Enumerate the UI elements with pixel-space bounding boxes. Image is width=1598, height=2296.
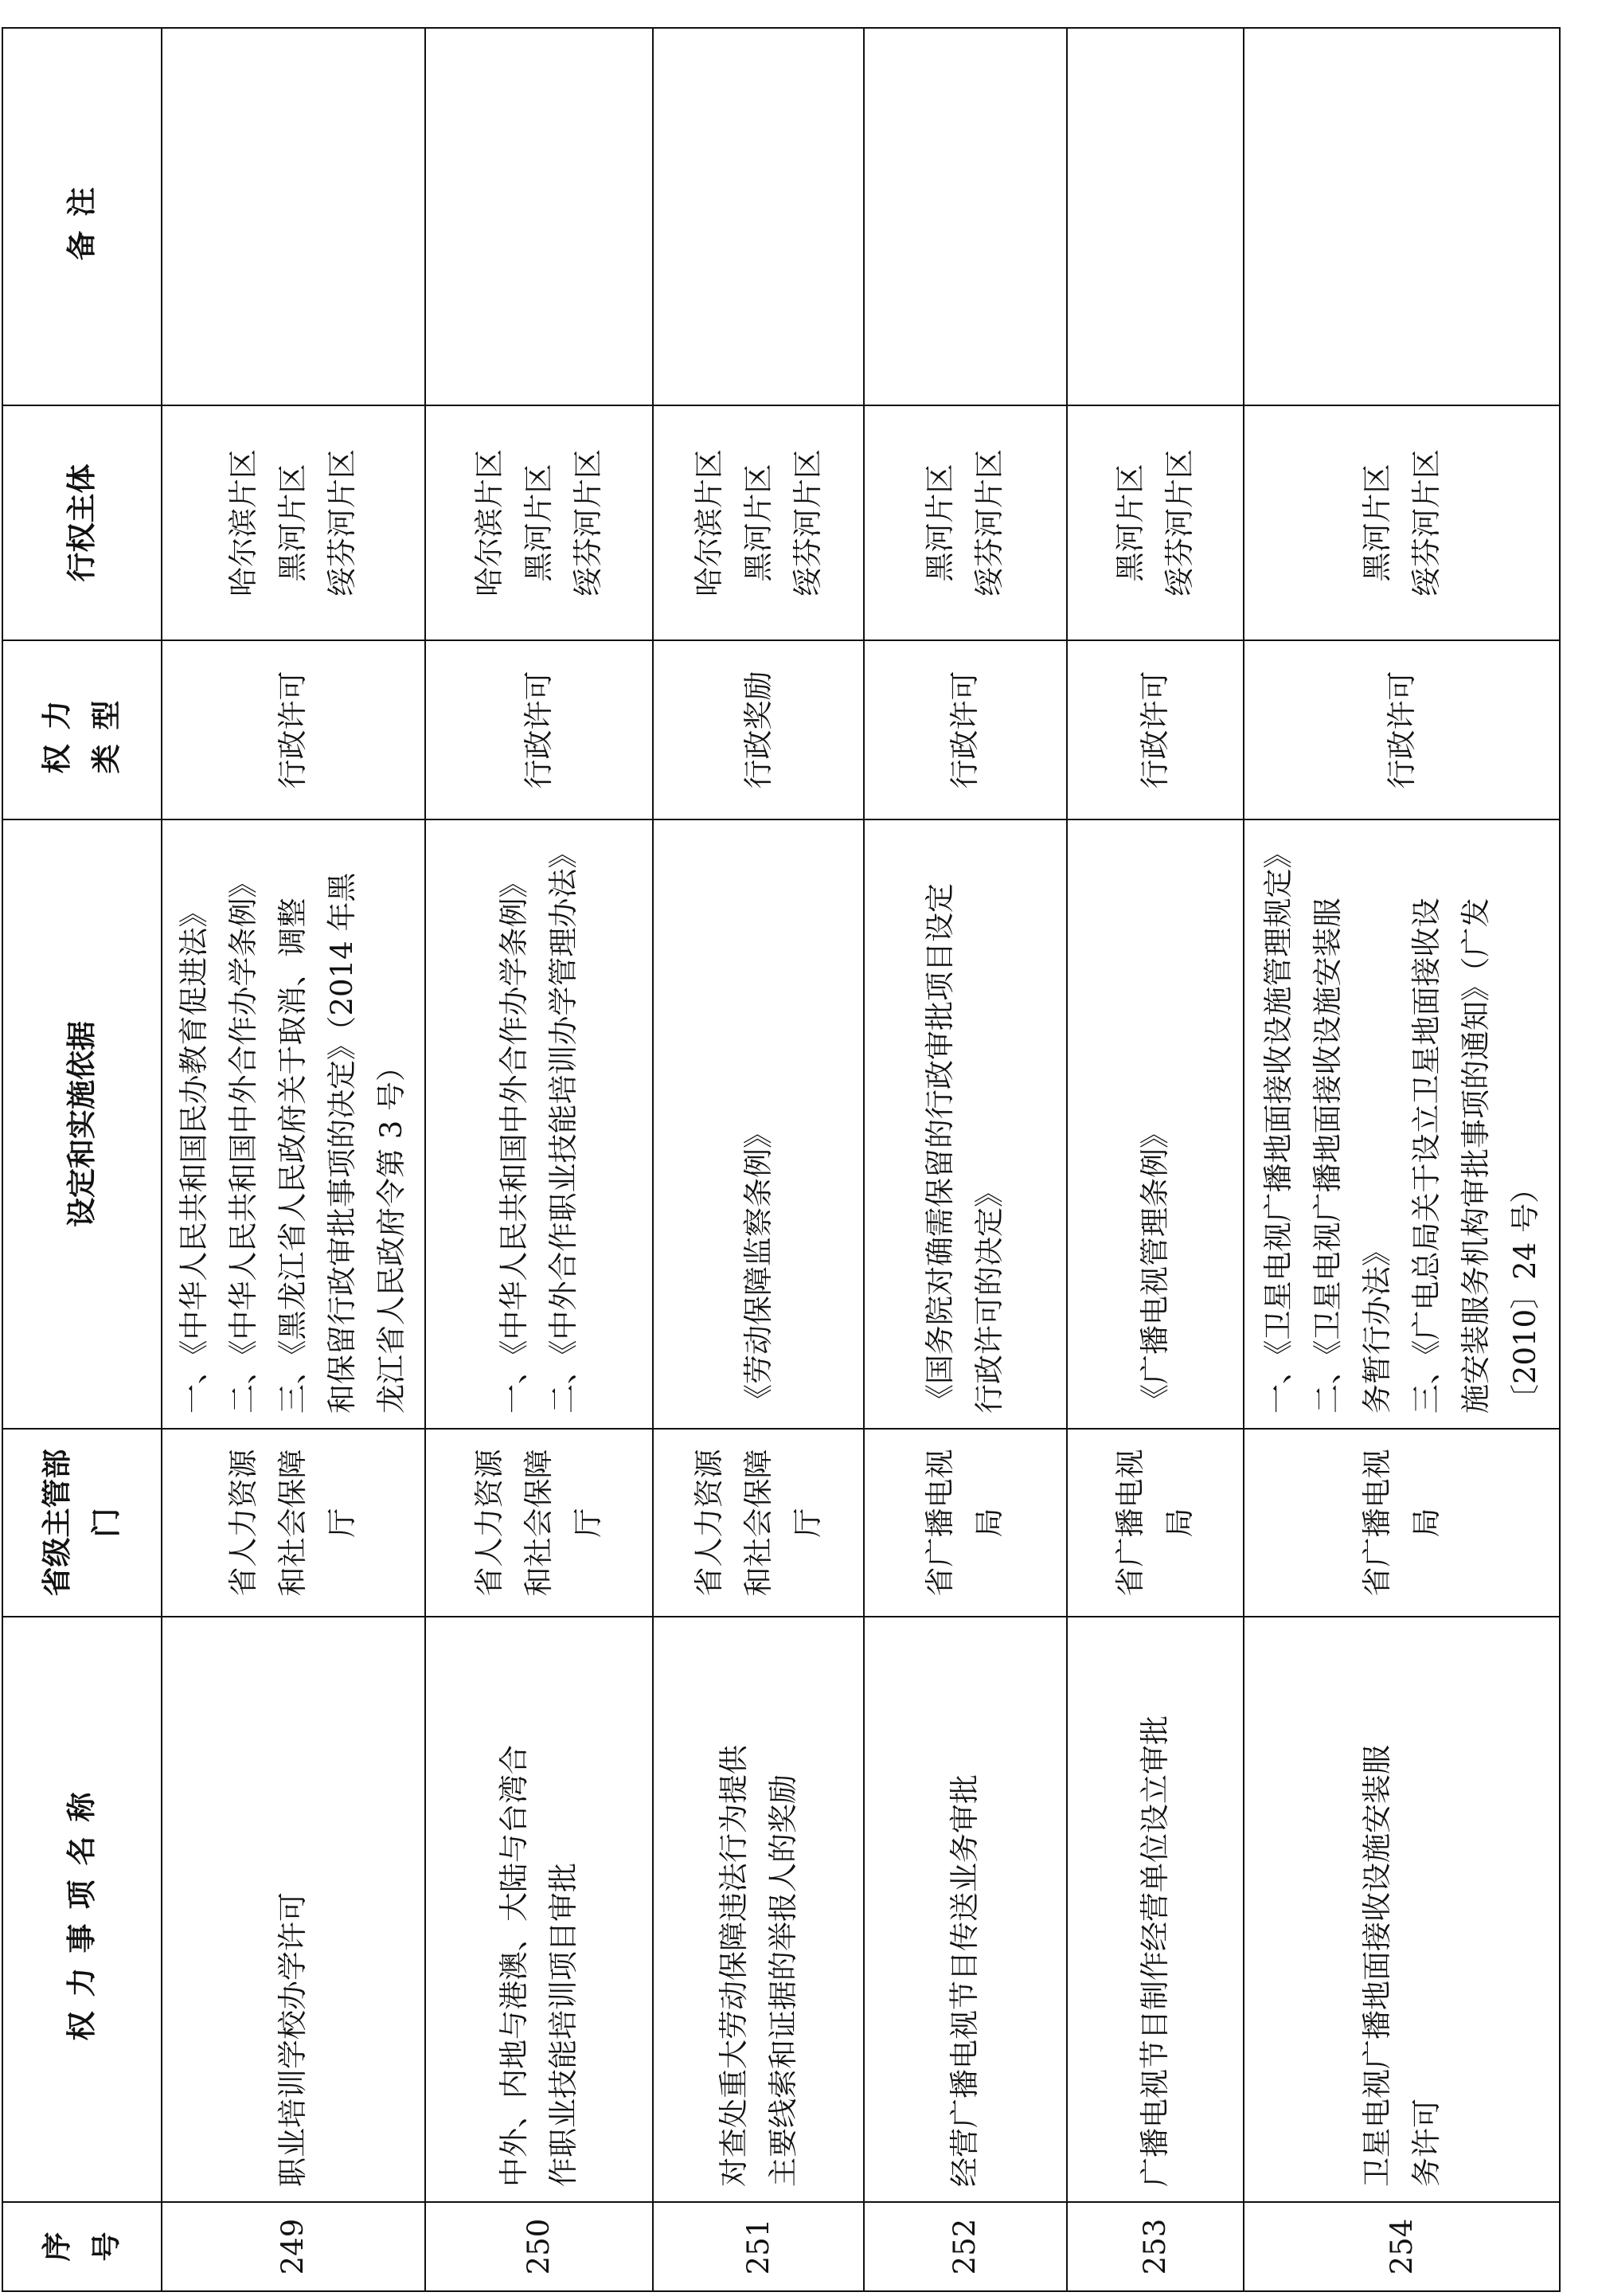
row-dept-cell [1067,1429,1244,1617]
row-type-cell: 行政许可 [1067,640,1244,819]
rotated-table-container [2,29,1561,2292]
body-line: 黑河片区 [1359,464,1394,582]
header-seq: 序 号 [2,2202,162,2291]
body-line: 绥芬河片区 [325,449,360,596]
dept-line: 省广播电视局 [1113,1449,1198,1597]
basis-line: 二、《中外合作职业技能培训办学管理办法》 [545,839,580,1414]
dept-line: 省人力资源 [471,1449,506,1597]
dept-line: 和社会保障厅 [521,1449,605,1597]
body-line: 哈尔滨片区 [691,449,726,596]
basis-line: 施安装服务机构审批事项的通知》（广发 [1458,898,1493,1414]
dept-line: 和社会保障厅 [740,1449,825,1597]
dept-line: 省人力资源 [691,1449,726,1597]
table-row [425,28,653,2291]
row-name-cell [864,1617,1066,2202]
row-note-cell [864,28,1066,405]
row-note-cell [653,28,864,405]
header-dept: 省级主管部门 [2,1429,162,1617]
row-basis-cell [425,819,653,1429]
name-line: 主要线索和证据的举报人的奖励 [765,1774,800,2187]
basis-line: 务暂行办法》 [1359,1237,1394,1414]
row-basis-cell [653,819,864,1429]
row-body-cell [864,405,1066,640]
row-seq-cell: 249 [162,2202,425,2291]
row-name-cell [162,1617,425,2202]
row-basis-cell [1067,819,1244,1429]
body-line: 绥芬河片区 [570,449,605,596]
row-note-cell [1244,28,1560,405]
header-type: 权力 类型 [2,640,162,819]
row-note-cell [1067,28,1244,405]
row-basis-cell [162,819,425,1429]
row-body-cell [425,405,653,640]
dept-line: 省广播电视局 [923,1449,1007,1597]
header-body: 行权主体 [2,405,162,640]
basis-line: 一、《中华人民共和国民办教育促进法》 [177,898,212,1414]
name-line: 务许可 [1409,2098,1444,2187]
row-body-cell [1067,405,1244,640]
body-line: 黑河片区 [275,464,311,582]
basis-line: 三、《黑龙江省人民政府关于取消、调整 [275,898,311,1414]
name-line: 作职业技能培训项目审批 [545,1863,580,2187]
row-body-cell [1244,405,1560,640]
body-line: 绥芬河片区 [1162,449,1198,596]
row-name-cell [425,1617,653,2202]
body-line: 绥芬河片区 [790,449,825,596]
basis-line: 一、《卫星电视广播地面接收设施管理规定》 [1260,839,1295,1414]
name-line: 广播电视节目制作经营单位设立审批 [1138,1715,1173,2187]
power-list-table [2,27,1561,2292]
row-body-cell [162,405,425,640]
row-type-cell: 行政许可 [425,640,653,819]
header-basis: 设定和实施依据 [2,819,162,1429]
basis-line: 和保留行政审批事项的决定》（2014 年黑 [325,872,360,1414]
body-line: 黑河片区 [1113,464,1148,582]
header-row [2,28,162,2291]
row-seq-cell: 250 [425,2202,653,2291]
row-type-cell: 行政许可 [864,640,1066,819]
row-seq-cell: 253 [1067,2202,1244,2291]
header-name: 权力事项名称 [2,1617,162,2202]
row-seq-cell: 252 [864,2202,1066,2291]
header-note: 备注 [2,28,162,405]
row-name-cell [653,1617,864,2202]
row-basis-cell [864,819,1066,1429]
row-seq-cell: 251 [653,2202,864,2291]
row-note-cell [425,28,653,405]
row-dept-cell [653,1429,864,1617]
table-row [1067,28,1244,2291]
row-type-cell: 行政奖励 [653,640,864,819]
body-line: 哈尔滨片区 [471,449,506,596]
row-type-cell: 行政许可 [162,640,425,819]
row-body-cell [653,405,864,640]
basis-line: 《国务院对确需保留的行政审批项目设定 [923,883,958,1414]
name-line: 卫星电视广播地面接收设施安装服 [1359,1745,1394,2187]
name-line: 对查处重大劳动保障违法行为提供 [716,1745,751,2187]
dept-line: 和社会保障厅 [275,1449,360,1597]
table-row [162,28,425,2291]
table-row [653,28,864,2291]
basis-line: 三、《广电总局关于设立卫星地面接收设 [1409,898,1444,1414]
name-line: 职业培训学校办学许可 [275,1892,311,2187]
body-line: 绥芬河片区 [972,449,1007,596]
basis-line: 龙江省人民政府令第 3 号） [374,1051,409,1414]
body-line: 黑河片区 [521,464,556,582]
row-type-cell: 行政许可 [1244,640,1560,819]
body-line: 绥芬河片区 [1409,449,1444,596]
dept-line: 省人力资源 [226,1449,261,1597]
row-dept-cell [864,1429,1066,1617]
table-row [1244,28,1560,2291]
name-line: 中外、内地与港澳、大陆与台湾合 [496,1745,531,2187]
basis-line: 〔2010〕24 号） [1507,1173,1542,1414]
row-dept-cell [162,1429,425,1617]
body-line: 黑河片区 [740,464,776,582]
basis-line: 《劳动保障监察条例》 [740,1119,776,1414]
row-name-cell [1244,1617,1560,2202]
body-line: 黑河片区 [923,464,958,582]
name-line: 经营广播电视节目传送业务审批 [947,1774,983,2187]
row-dept-cell [1244,1429,1560,1617]
table-row [864,28,1066,2291]
basis-line: 二、《中华人民共和国中外合作办学条例》 [226,868,261,1414]
row-note-cell [162,28,425,405]
row-name-cell [1067,1617,1244,2202]
basis-line: 二、《卫星电视广播地面接收设施安装服 [1310,898,1345,1414]
dept-line: 省广播电视局 [1359,1449,1444,1597]
basis-line: 一、《中华人民共和国中外合作办学条例》 [496,868,531,1414]
row-dept-cell [425,1429,653,1617]
basis-line: 《广播电视管理条例》 [1138,1119,1173,1414]
basis-line: 行政许可的决定》 [972,1178,1007,1414]
body-line: 哈尔滨片区 [226,449,261,596]
row-seq-cell: 254 [1244,2202,1560,2291]
row-basis-cell [1244,819,1560,1429]
